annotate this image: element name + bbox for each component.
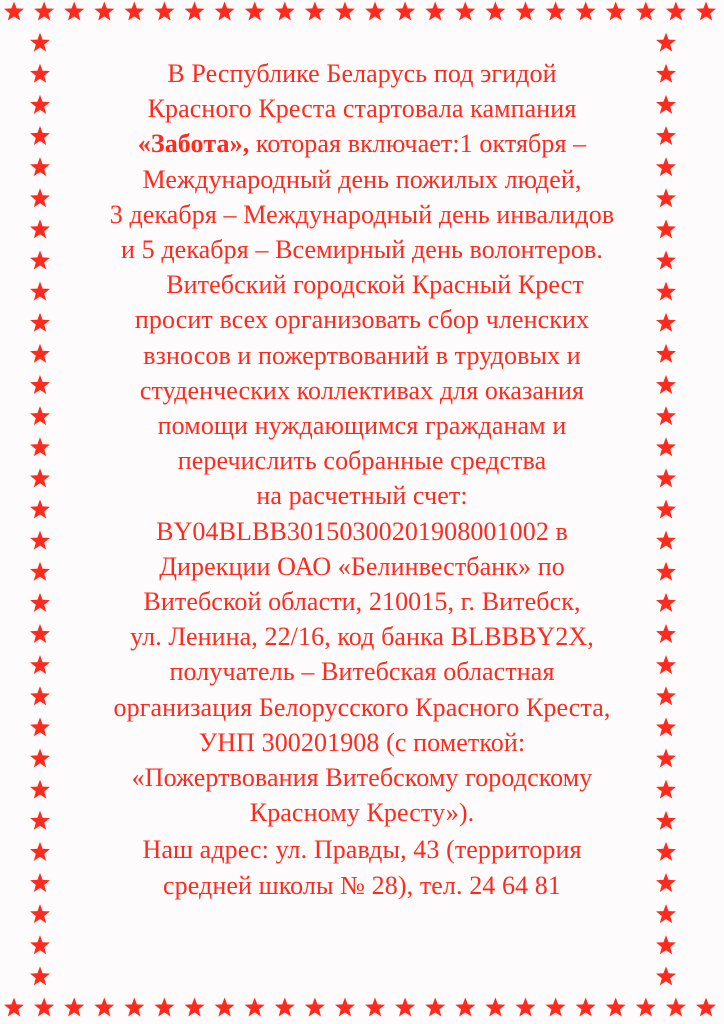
star-icon	[215, 2, 235, 21]
star-icon	[30, 811, 50, 830]
bank-line-8: «Пожертвования Витебскому городскому	[131, 763, 593, 793]
request-line-6: перечислить собранные средства	[177, 446, 547, 476]
bank-line-9: Красному Кресту»).	[249, 798, 475, 828]
star-icon	[30, 562, 50, 581]
star-icon	[696, 2, 716, 21]
star-icon	[64, 998, 84, 1017]
star-icon	[64, 2, 84, 21]
star-icon	[546, 2, 566, 21]
bank-line-4: ул. Ленина, 22/16, код банка BLBBBY2X,	[130, 622, 594, 652]
star-icon	[636, 2, 656, 21]
intro-line-4: Международный день пожилых людей,	[142, 164, 582, 194]
star-icon	[656, 966, 676, 985]
star-icon	[30, 468, 50, 487]
request-line-7: на расчетный счет:	[256, 481, 468, 511]
star-icon	[30, 219, 50, 238]
star-icon	[30, 500, 50, 519]
star-icon	[30, 717, 50, 736]
star-icon	[30, 531, 50, 550]
star-icon	[516, 2, 536, 21]
star-icon	[666, 998, 686, 1017]
request-line-5: помощи нуждающимся гражданам и	[157, 411, 567, 441]
star-icon	[30, 95, 50, 114]
star-icon	[30, 780, 50, 799]
star-icon	[305, 998, 325, 1017]
star-icon	[395, 998, 415, 1017]
star-icon	[30, 406, 50, 425]
star-icon	[656, 935, 676, 954]
star-icon	[4, 998, 24, 1017]
bank-line-3: Витебской области, 210015, г. Витебск,	[143, 587, 581, 617]
address-line-2: средней школы № 28), тел. 24 64 81	[162, 870, 561, 900]
star-icon	[154, 998, 174, 1017]
intro-line-2: Красного Креста стартовала кампания	[147, 94, 577, 124]
star-icon	[30, 655, 50, 674]
star-icon	[275, 998, 295, 1017]
star-icon	[365, 2, 385, 21]
intro-line-1: В Республике Беларусь под эгидой	[167, 59, 557, 88]
star-icon	[656, 33, 676, 52]
star-icon	[30, 313, 50, 332]
star-icon	[30, 188, 50, 207]
bank-line-6: организация Белорусского Красного Креста,	[113, 692, 611, 722]
star-icon	[30, 344, 50, 363]
star-icon	[30, 157, 50, 176]
bank-line-7: УНП 300201908 (с пометкой:	[198, 727, 526, 757]
star-icon	[666, 2, 686, 21]
star-icon	[34, 998, 54, 1017]
star-icon	[606, 2, 626, 21]
star-icon	[335, 998, 355, 1017]
flyer-text	[62, 56, 662, 903]
star-icon	[485, 998, 505, 1017]
star-icon	[30, 33, 50, 52]
star-icon	[4, 2, 24, 21]
star-icon	[124, 998, 144, 1017]
star-icon	[395, 2, 415, 21]
star-icon	[245, 998, 265, 1017]
star-icon	[275, 2, 295, 21]
intro-line-3	[62, 126, 662, 161]
star-icon	[425, 2, 445, 21]
star-icon	[94, 2, 114, 21]
address-line-1: Наш адрес: ул. Правды, 43 (территория	[142, 835, 582, 865]
star-icon	[185, 998, 205, 1017]
star-icon	[30, 966, 50, 985]
star-icon	[30, 251, 50, 270]
request-line-1: Витебский городской Красный Крест	[166, 270, 584, 300]
star-icon	[215, 998, 235, 1017]
star-icon	[30, 749, 50, 768]
star-icon	[656, 904, 676, 923]
request-line-4: студенческих коллективах для оказания	[139, 375, 585, 405]
star-icon	[30, 437, 50, 456]
star-icon	[30, 593, 50, 612]
star-icon	[34, 2, 54, 21]
star-icon	[365, 998, 385, 1017]
star-icon	[30, 904, 50, 923]
star-icon	[516, 998, 536, 1017]
request-line-3: взносов и пожертвований в трудовых и	[143, 340, 581, 370]
star-icon	[576, 2, 596, 21]
intro-line-6: и 5 декабря – Всемирный день волонтеров.	[121, 235, 603, 265]
star-icon	[696, 998, 716, 1017]
star-icon	[124, 2, 144, 21]
star-icon	[636, 998, 656, 1017]
star-icon	[30, 873, 50, 892]
star-icon	[245, 2, 265, 21]
star-icon	[606, 998, 626, 1017]
star-icon	[30, 624, 50, 643]
star-icon	[485, 2, 505, 21]
campaign-name: «Забота»,	[137, 129, 250, 159]
star-icon	[305, 2, 325, 21]
star-icon	[185, 2, 205, 21]
bank-line-2: Дирекции ОАО «Белинвестбанк» по	[159, 551, 565, 581]
star-icon	[154, 2, 174, 21]
star-icon	[546, 998, 566, 1017]
star-icon	[30, 126, 50, 145]
star-icon	[30, 842, 50, 861]
star-icon	[455, 998, 475, 1017]
star-icon	[30, 282, 50, 301]
star-icon	[30, 935, 50, 954]
star-icon	[94, 998, 114, 1017]
bank-line-5: получатель – Витебская областная	[169, 657, 555, 687]
star-icon	[576, 998, 596, 1017]
star-icon	[30, 686, 50, 705]
intro-line-5: 3 декабря – Международный день инвалидов	[109, 199, 615, 229]
star-icon	[30, 375, 50, 394]
star-icon	[335, 2, 355, 21]
request-line-2: просит всех организовать сбор членских	[134, 305, 590, 335]
star-icon	[425, 998, 445, 1017]
star-icon	[455, 2, 475, 21]
star-icon	[30, 64, 50, 83]
intro-line-3-rest: которая включает:1 октября –	[249, 129, 587, 159]
bank-account: BY04BLBB30150300201908001002 в	[156, 516, 568, 546]
